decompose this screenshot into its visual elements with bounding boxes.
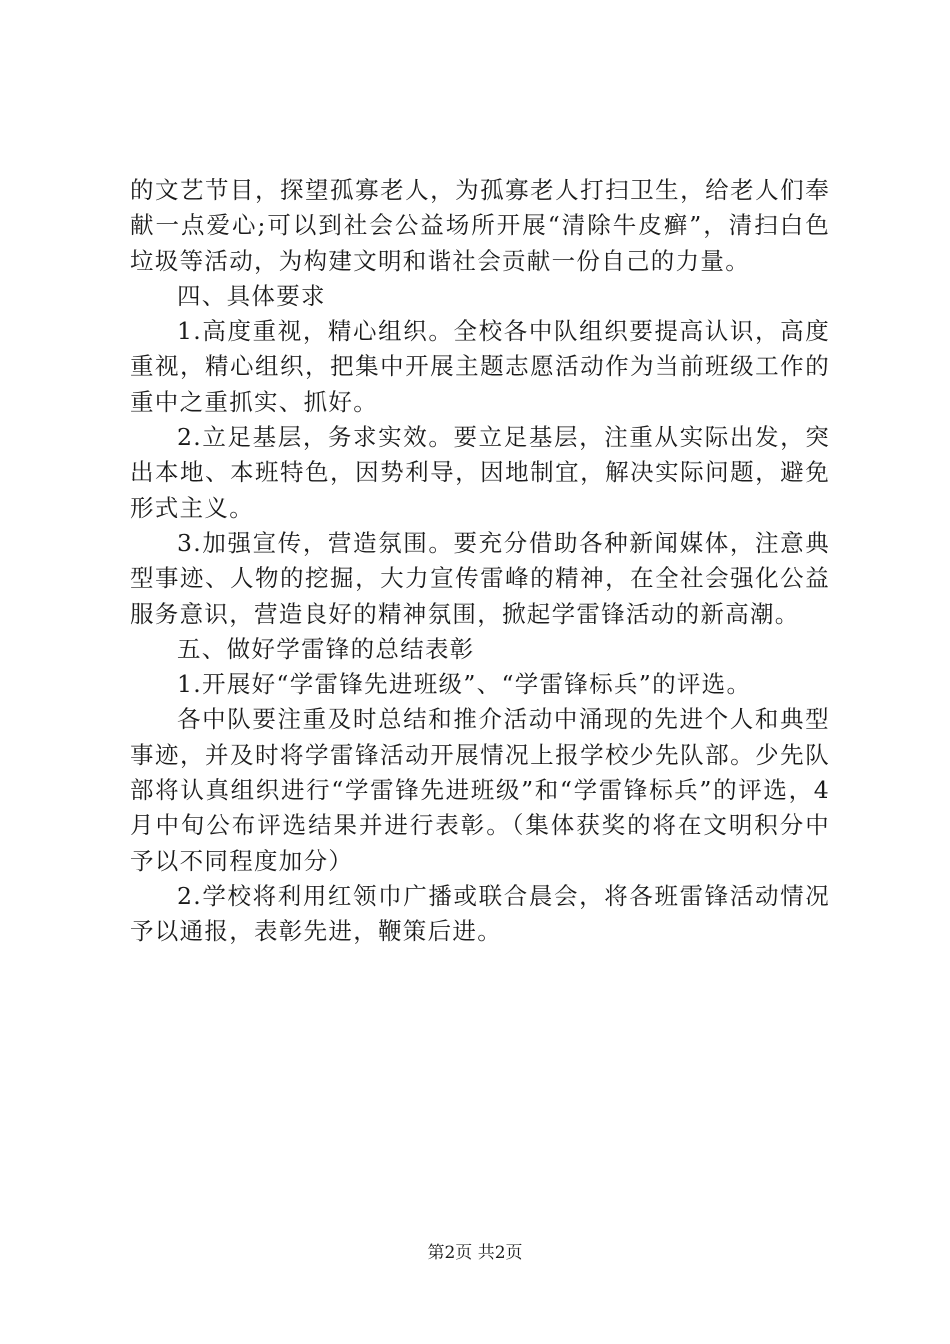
section-heading-requirements: 四、具体要求 — [177, 281, 326, 310]
paragraph-continuation: 的文艺节目，探望孤寡老人，为孤寡老人打扫卫生，给老人们奉献一点爱心;可以到社会公益场所开展“清除牛皮癣”，清扫白色垃圾等活动，为构建文明和谐社会贡献一份自己的力量。 — [130, 176, 830, 275]
paragraph-summary-2: 2.学校将利用红领巾广播或联合晨会，将各班雷锋活动情况予以通报，表彰先进，鞭策后进。 — [130, 881, 830, 946]
paragraph-requirement-1: 1.高度重视，精心组织。全校各中队组织要提高认识，高度重视，精心组织，把集中开展主题志愿活动作为当前班级工作的重中之重抓实、抓好。 — [130, 317, 830, 416]
paragraph-summary-1: 1.开展好“学雷锋先进班级”、“学雷锋标兵”的评选。 — [177, 670, 752, 699]
paragraph-requirement-3: 3.加强宣传，营造氛围。要充分借助各种新闻媒体，注意典型事迹、人物的挖掘，大力宣传雷峰的精神，在全社会强化公益服务意识，营造良好的精神氛围，掀起学雷锋活动的新高潮。 — [130, 528, 830, 628]
page-footer: 第2页 共2页 — [427, 1243, 523, 1263]
paragraph-requirement-2: 2.立足基层，务求实效。要立足基层，注重从实际出发，突出本地、本班特色，因势利导，因地制宜，解决实际问题，避免形式主义。 — [130, 423, 830, 522]
paragraph-summary-detail: 各中队要注重及时总结和推介活动中涌现的先进个人和典型事迹，并及时将学雷锋活动开展情况上报学校少先队部。少先队部将认真组织进行“学雷锋先进班级”和“学雷锋标兵”的评选，4月中旬公布评选结果并进行表彰。（集体获奖的将在文明积分中予以不同程度加分） — [130, 705, 830, 875]
section-heading-summary: 五、做好学雷锋的总结表彰 — [177, 634, 475, 663]
document-body — [130, 173, 830, 950]
